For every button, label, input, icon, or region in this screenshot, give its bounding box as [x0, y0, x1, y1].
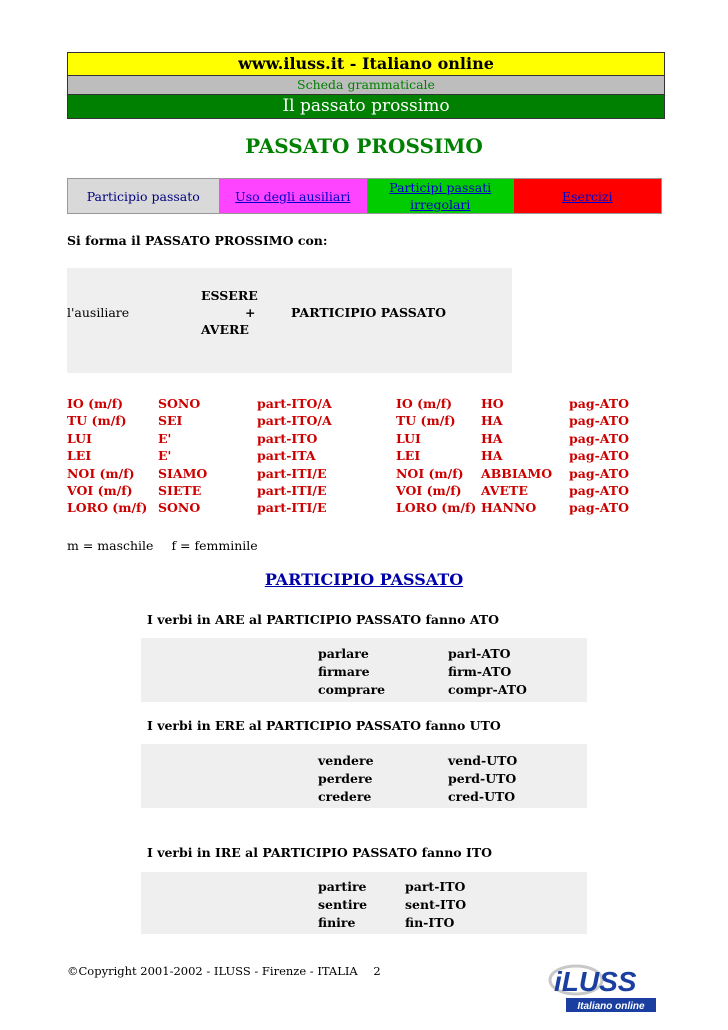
section-header: Scheda grammaticale [67, 76, 665, 95]
are-infinitives: parlare firmare comprare [318, 646, 386, 697]
iluss-logo [546, 958, 658, 1014]
copyright-text: ©Copyright 2001-2002 - ILUSS - Firenze - ITALIA [67, 964, 358, 978]
are-heading: I verbi in ARE al PARTICIPIO PASSATO fanno ATO [141, 602, 587, 638]
legend-maschile: m = maschile [67, 538, 154, 553]
avere-pronouns: IO (m/f) TU (m/f) LUI LEI NOI (m/f) VOI (m/f) LORO (m/f) [396, 396, 477, 516]
nav-bar [67, 178, 662, 214]
logo-tagline: Italiano online [577, 1001, 645, 1012]
formula-plus: + [245, 305, 256, 320]
ire-heading: I verbi in IRE al PARTICIPIO PASSATO fanno ITO [141, 834, 587, 872]
gender-legend [67, 538, 272, 553]
intro-text: Si forma il PASSATO PROSSIMO con: [67, 233, 328, 248]
ire-participles: part-ITO sent-ITO fin-ITO [405, 879, 467, 930]
essere-pronouns: IO (m/f) TU (m/f) LUI LEI NOI (m/f) VOI (m/f) LORO (m/f) [67, 396, 148, 516]
ere-infinitives: vendere perdere credere [318, 753, 374, 804]
logo-text: iLUSS [554, 966, 637, 997]
formula-ausiliare: l'ausiliare [67, 305, 130, 320]
formula-avere: AVERE [201, 322, 249, 337]
page-title: PASSATO PROSSIMO [245, 134, 483, 158]
section-subtitle: PARTICIPIO PASSATO [264, 570, 464, 589]
essere-aux: SONO SEI E' E' SIAMO SIETE SONO [158, 396, 208, 516]
nav-participio-passato[interactable]: Participio passato [68, 179, 219, 213]
formula-essere: ESSERE [201, 288, 258, 303]
nav-uso-ausiliari[interactable]: Uso degli ausiliari [219, 179, 368, 213]
nav-esercizi[interactable]: Esercizi [514, 179, 662, 213]
avere-aux: HO HA HA HA ABBIAMO AVETE HANNO [481, 396, 553, 516]
legend-femminile: f = femminile [171, 538, 258, 553]
essere-participles: part-ITO/A part-ITO/A part-ITO part-ITA part-ITI/E part-ITI/E part-ITI/E [257, 396, 332, 516]
ire-infinitives: partire sentire finire [318, 879, 368, 930]
footer [67, 964, 381, 978]
ere-heading: I verbi in ERE al PARTICIPIO PASSATO fanno UTO [141, 708, 587, 744]
formula-box [67, 268, 512, 373]
nav-participi-irregolari[interactable]: Participi passati irregolari [367, 179, 514, 213]
formula-participio: PARTICIPIO PASSATO [291, 305, 446, 320]
ere-participles: vend-UTO perd-UTO cred-UTO [448, 753, 518, 804]
page-number: 2 [373, 964, 381, 978]
avere-participles: pag-ATO pag-ATO pag-ATO pag-ATO pag-ATO pag-ATO pag-ATO [569, 396, 629, 516]
site-header: www.iluss.it - Italiano online [67, 52, 665, 76]
are-participles: parl-ATO firm-ATO compr-ATO [448, 646, 527, 697]
topic-header: Il passato prossimo [67, 95, 665, 119]
